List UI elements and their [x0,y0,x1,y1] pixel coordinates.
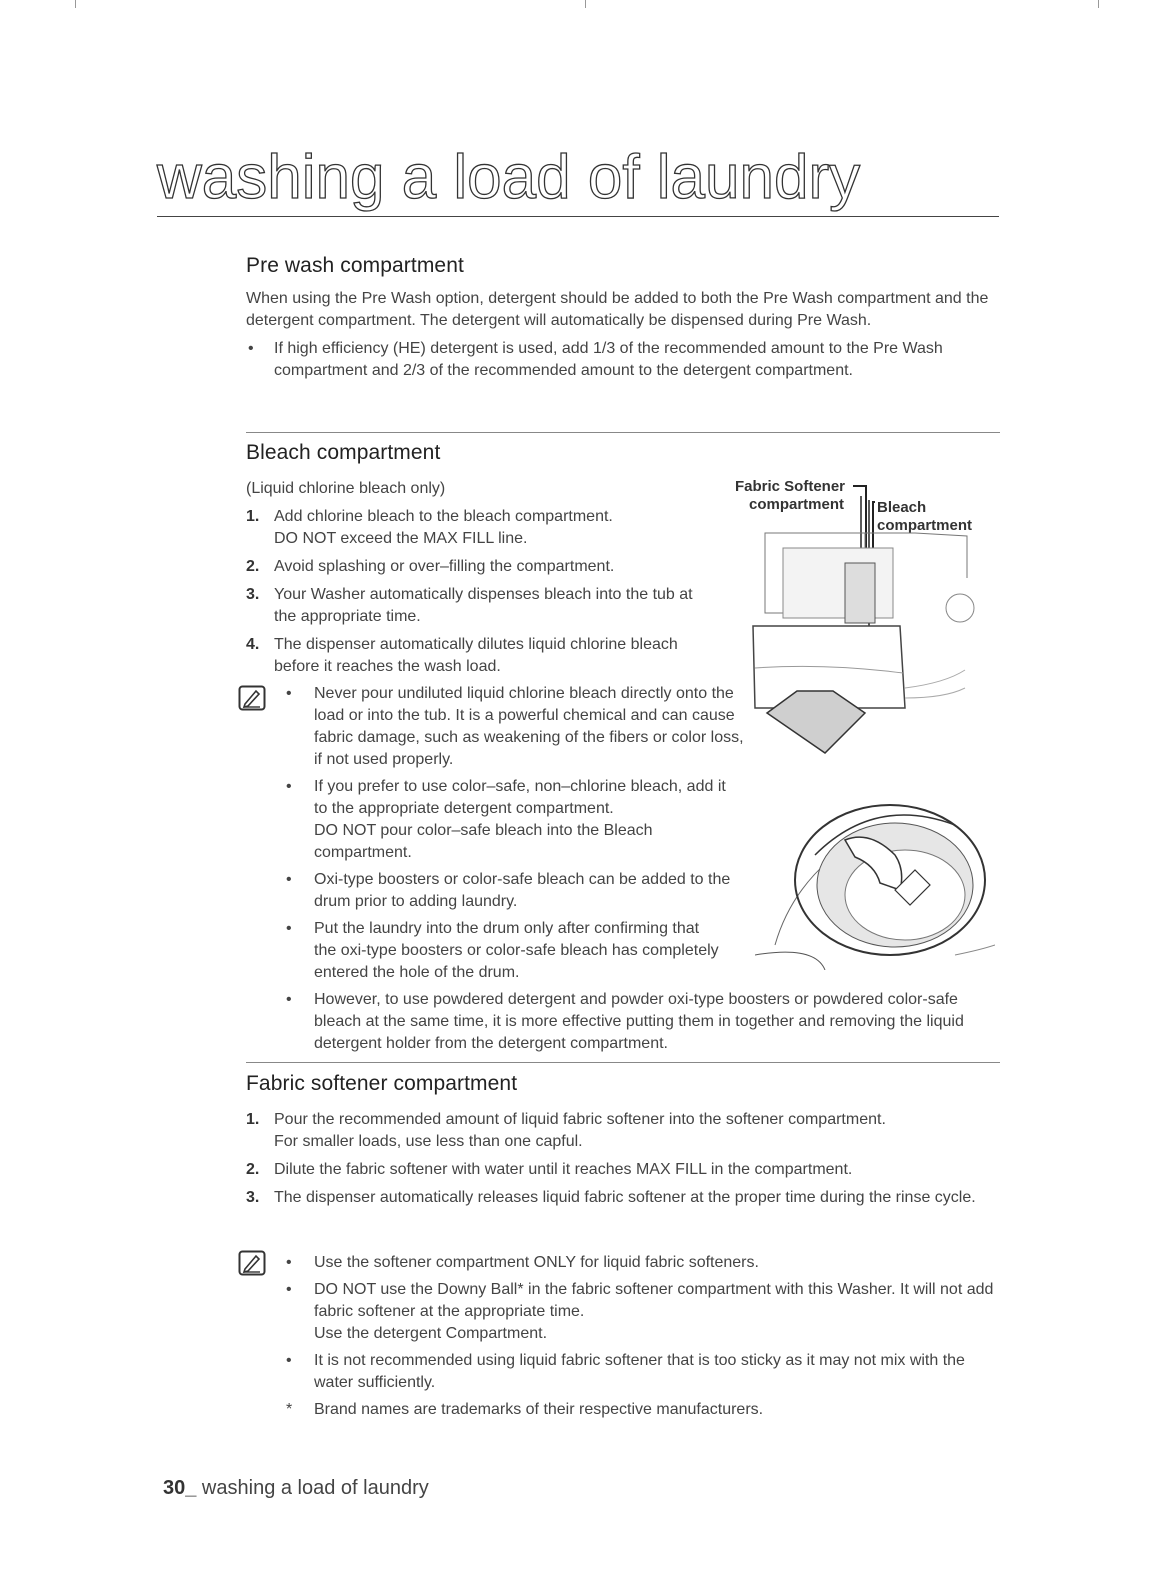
figure-label-bleach: Bleach [877,499,927,516]
note-text: DO NOT use the Downy Ball* in the fabric softener compartment with this Washer. It will not add fabric softener at the appropriate time. [314,1281,994,1320]
softener-heading: Fabric softener compartment [246,1072,518,1095]
bleach-heading: Bleach compartment [246,441,441,464]
step-text: Your Washer automatically dispenses bleach into the tub at the appropriate time. [274,586,693,625]
dispenser-drawer-illustration [735,478,995,778]
softener-section [246,1072,1000,1215]
crop-mark [1098,0,1099,8]
bullet-dot-icon: • [286,920,292,937]
divider [246,1062,1000,1063]
asterisk-icon: * [286,1401,293,1418]
step-number: 2. [246,558,260,575]
step-number: 1. [246,508,260,525]
page-title-text: washing a load of laundry [157,143,861,212]
step-text: Avoid splashing or over–filling the compartment. [274,558,615,575]
step-text: The dispenser automatically dilutes liquid chlorine bleach before it reaches the wash load. [274,636,678,675]
bleach-note [286,918,724,984]
note-text: Oxi-type boosters or color-safe bleach can be added to the drum prior to adding laundry. [314,871,731,910]
pre-wash-bullet-text: If high efficiency (HE) detergent is used, add 1/3 of the recommended amount to the Pre Wash compartment and 2/3 of the recommended amount to the detergent compartment. [274,340,943,379]
page-footer [163,1477,429,1500]
pre-wash-heading: Pre wash compartment [246,254,464,277]
pre-wash-paragraph: When using the Pre Wash option, detergent should be added to both the Pre Wash compartment and the detergent compartment. The detergent will automatically be dispensed during Pre Wash. [246,290,989,329]
step-number: 3. [246,1189,260,1206]
bleach-body [246,478,716,684]
bleach-subtitle: (Liquid chlorine bleach only) [246,480,446,497]
step-text: Add chlorine bleach to the bleach compartment. [274,508,613,525]
footnote-text: Brand names are trademarks of their respective manufacturers. [314,1401,764,1418]
bleach-step [246,584,716,628]
softener-note [286,1279,1004,1345]
bleach-step [246,556,716,578]
crop-mark [585,0,586,8]
dispenser-figure [735,478,995,778]
step-text-2: DO NOT exceed the MAX FILL line. [274,530,528,547]
bullet-dot-icon: • [248,340,254,357]
bleach-note [286,869,734,913]
drum-figure [755,795,995,970]
bullet-dot-icon: • [286,991,292,1008]
softener-step [246,1109,1000,1153]
bleach-notes [246,683,964,1060]
footer-text: washing a load of laundry [196,1477,429,1499]
note-text: However, to use powdered detergent and powder oxi-type boosters or powdered color-safe bleach at the same time, it is more effective putting them in together and removing the liquid detergent holder from the detergent compartment. [314,991,964,1052]
note-text: It is not recommended using liquid fabric softener that is too sticky as it may not mix with the water sufficiently. [314,1352,965,1391]
note-text: If you prefer to use color–safe, non–chlorine bleach, add it to the appropriate detergent compartment. [314,778,726,817]
softener-footnote [286,1399,1000,1421]
step-number: 2. [246,1161,260,1178]
bleach-note [286,683,744,771]
bullet-dot-icon: • [286,1352,292,1369]
softener-step [246,1187,1000,1209]
bleach-step [246,634,716,678]
page-number: 30_ [163,1477,197,1499]
bullet-dot-icon: • [286,1254,292,1271]
page-title [157,143,999,217]
step-number: 3. [246,586,260,603]
pre-wash-bullet [246,338,1000,382]
note-text: Never pour undiluted liquid chlorine bleach directly onto the load or into the tub. It is a powerful chemical and can cause fabric damage, such as weakening of the fibers or color loss, if not used properly. [314,685,744,768]
step-text: Dilute the fabric softener with water until it reaches MAX FILL in the compartment. [274,1161,853,1178]
crop-mark [75,0,76,8]
bleach-step [246,506,716,550]
step-number: 4. [246,636,260,653]
bleach-section [246,441,1000,465]
bleach-note [286,989,1004,1055]
step-text: Pour the recommended amount of liquid fabric softener into the softener compartment. [274,1111,886,1128]
bleach-note [286,776,734,864]
figure-label-softener: Fabric Softener [735,478,846,495]
softener-note [286,1252,1000,1274]
figure-label-softener-2: compartment [749,496,845,513]
bullet-dot-icon: • [286,778,292,795]
note-text: Use the softener compartment ONLY for liquid fabric softeners. [314,1254,759,1271]
note-text: Put the laundry into the drum only after confirming that the oxi-type boosters or color-safe bleach has completely entered the hole of the drum. [314,920,719,981]
step-text: The dispenser automatically releases liquid fabric softener at the proper time during the rinse cycle. [274,1189,976,1206]
divider [246,432,1000,433]
note-text-2: Use the detergent Compartment. [314,1325,548,1342]
pre-wash-section [246,254,1000,382]
step-text-2: For smaller loads, use less than one capful. [274,1133,583,1150]
softener-notes [246,1252,1000,1426]
drum-illustration [755,795,995,970]
softener-step [246,1159,1000,1181]
bullet-dot-icon: • [286,1281,292,1298]
bullet-dot-icon: • [286,871,292,888]
step-number: 1. [246,1111,260,1128]
note-text-2: DO NOT pour color–safe bleach into the Bleach compartment. [314,822,653,861]
bullet-dot-icon: • [286,685,292,702]
figure-label-bleach-2: compartment [877,517,973,534]
softener-note [286,1350,984,1394]
